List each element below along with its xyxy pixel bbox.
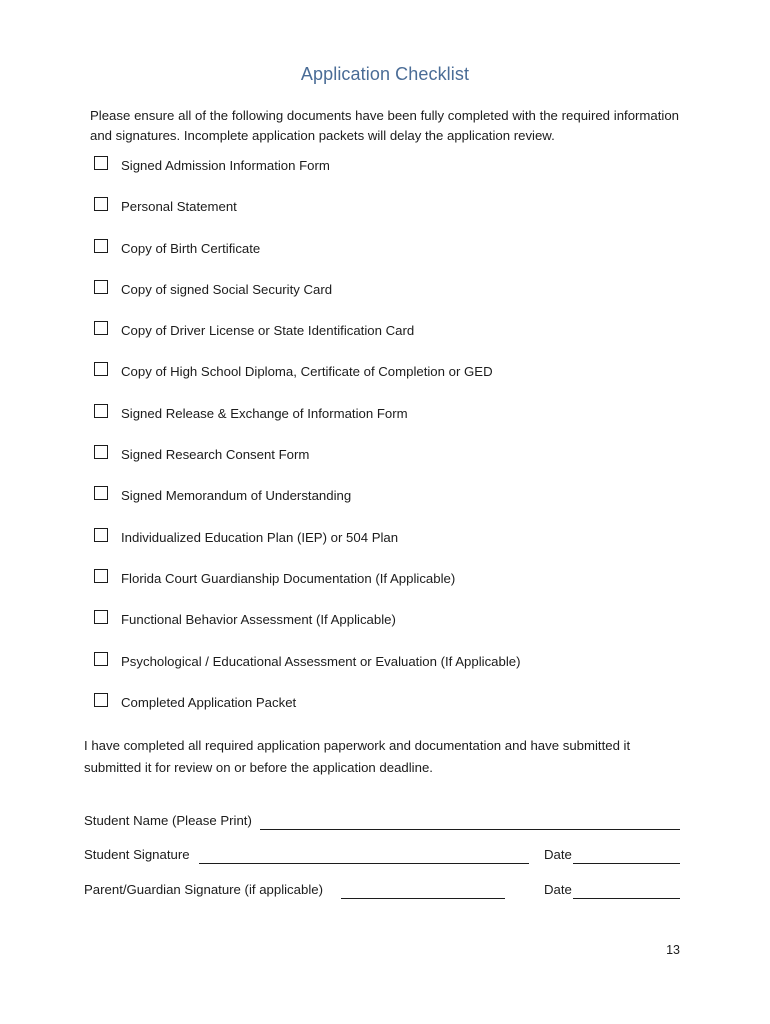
checkbox[interactable]	[94, 404, 108, 418]
checkbox[interactable]	[94, 569, 108, 583]
checklist-item-label: Signed Release & Exchange of Information Form	[121, 405, 408, 421]
intro-paragraph: Please ensure all of the following documents have been fully completed with the required information and signatures. Incomplete application packets will delay the application review.	[90, 108, 679, 143]
student-name-label: Student Name (Please Print)	[84, 813, 252, 828]
student-signature-label: Student Signature	[84, 847, 190, 862]
checkbox[interactable]	[94, 239, 108, 253]
checklist-item-label: Personal Statement	[121, 199, 237, 215]
checklist-item-label: Functional Behavior Assessment (If Applicable)	[121, 612, 396, 628]
checkbox[interactable]	[94, 486, 108, 500]
checkbox[interactable]	[94, 197, 108, 211]
checklist-item	[94, 361, 521, 402]
checklist-item	[94, 609, 521, 650]
checkbox[interactable]	[94, 280, 108, 294]
parent-signature-label: Parent/Guardian Signature (if applicable)	[84, 882, 323, 897]
student-date-field[interactable]	[573, 863, 680, 864]
checklist-item-label: Psychological / Educational Assessment or Evaluation (If Applicable)	[121, 653, 521, 669]
student-signature-field[interactable]	[199, 863, 529, 864]
checkbox[interactable]	[94, 528, 108, 542]
checklist-item	[94, 444, 521, 485]
checklist-item	[94, 403, 521, 444]
checklist-item	[94, 527, 521, 568]
checklist-item-label: Copy of Driver License or State Identification Card	[121, 323, 415, 339]
checkbox[interactable]	[94, 321, 108, 335]
parent-date-label: Date	[544, 882, 572, 897]
checklist-item	[94, 692, 521, 733]
checklist-item-label: Florida Court Guardianship Documentation (If Applicable)	[121, 570, 456, 586]
checklist-item-label: Individualized Education Plan (IEP) or 504 Plan	[121, 529, 399, 545]
student-name-field[interactable]	[260, 829, 680, 830]
checklist-item	[94, 320, 521, 361]
checklist-item-label: Copy of High School Diploma, Certificate of Completion or GED	[121, 364, 493, 380]
student-signature-row	[84, 846, 680, 866]
document-checklist	[94, 155, 521, 733]
page-title: Application Checklist	[300, 64, 470, 84]
checklist-item-label: Signed Memorandum of Understanding	[121, 488, 352, 504]
checklist-item	[94, 155, 521, 196]
checklist-item-label: Copy of signed Social Security Card	[121, 281, 333, 297]
checklist-item	[94, 485, 521, 526]
checkbox[interactable]	[94, 652, 108, 666]
checkbox[interactable]	[94, 156, 108, 170]
student-date-label: Date	[544, 847, 572, 862]
checklist-item	[94, 568, 521, 609]
page-number: 13	[666, 943, 680, 957]
checkbox[interactable]	[94, 445, 108, 459]
checkbox[interactable]	[94, 693, 108, 707]
parent-signature-row	[84, 881, 680, 901]
checklist-item	[94, 651, 521, 692]
completion-statement: I have completed all required application paperwork and documentation and have submitted it submitted it for review on or before the application deadline.	[84, 738, 631, 775]
checklist-item	[94, 279, 521, 320]
checklist-item	[94, 238, 521, 279]
checkbox[interactable]	[94, 362, 108, 376]
student-name-row	[84, 812, 680, 832]
checklist-item-label: Copy of Birth Certificate	[121, 240, 261, 256]
parent-signature-field[interactable]	[341, 898, 505, 899]
parent-date-field[interactable]	[573, 898, 680, 899]
checklist-item-label: Completed Application Packet	[121, 694, 297, 710]
checklist-item	[94, 196, 521, 237]
checkbox[interactable]	[94, 610, 108, 624]
checklist-item-label: Signed Admission Information Form	[121, 158, 330, 173]
checklist-item-label: Signed Research Consent Form	[121, 447, 310, 463]
